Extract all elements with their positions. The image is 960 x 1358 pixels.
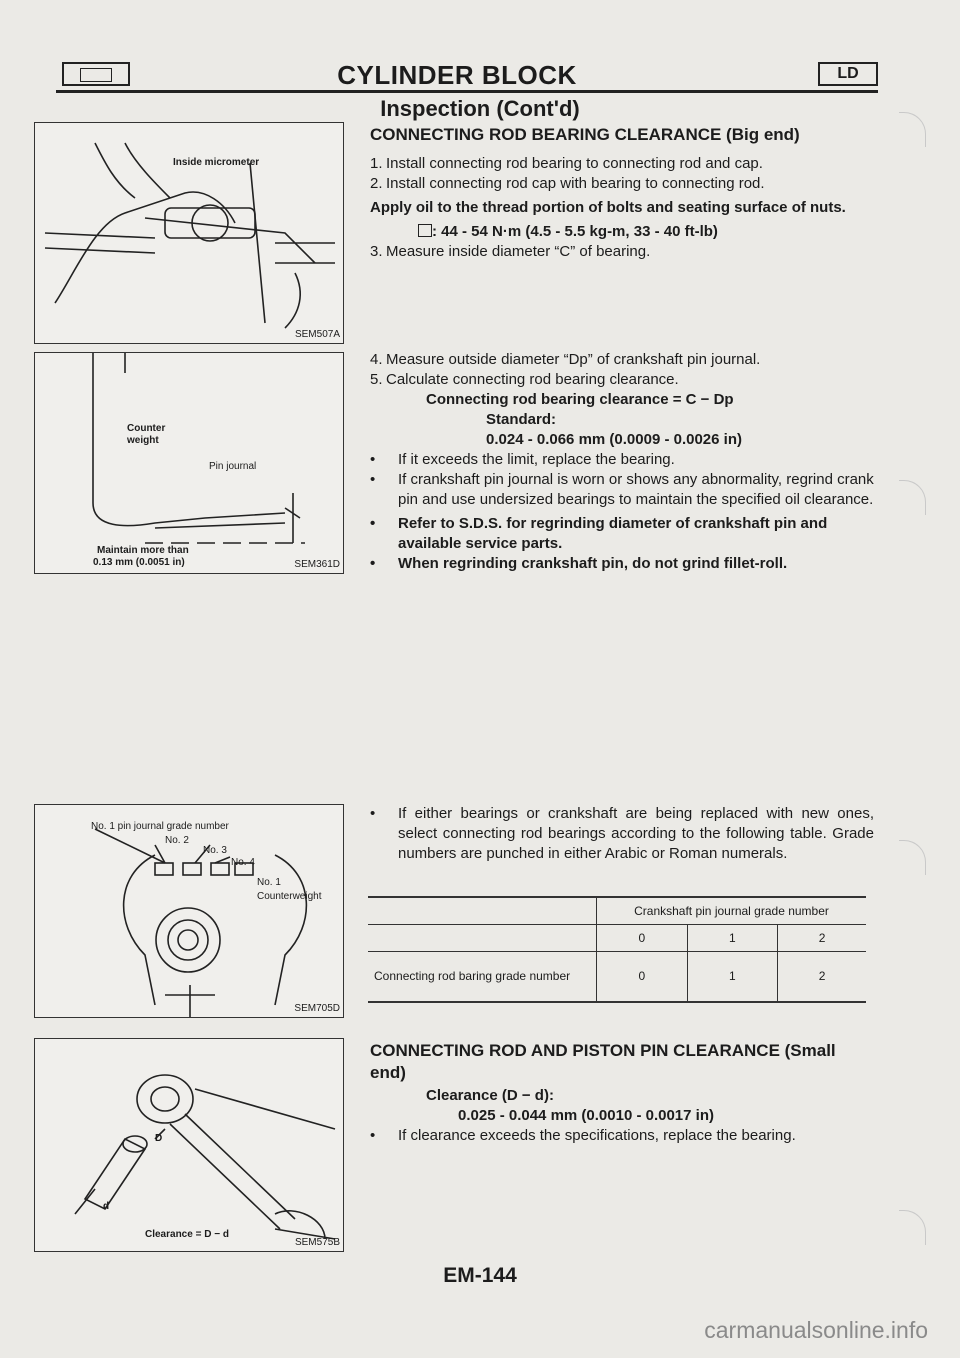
section-bearing-selection [370,804,874,864]
figure-label: No. 3 [203,845,227,856]
section-heading: CONNECTING ROD AND PISTON PIN CLEARANCE (Small end) [370,1041,836,1082]
bullet-icon: • [370,555,376,572]
page-title: CYLINDER BLOCK [337,60,577,90]
bearing-grade-table [368,896,866,1003]
watermark: carmanualsonline.info [704,1317,928,1343]
torque-wrench-icon [418,224,432,237]
bullet-item [370,554,874,574]
step-text: Install connecting rod bearing to connecting rod and cap. [386,155,763,172]
figure-code: SEM575B [294,1237,340,1248]
figure-label: Pin journal [209,461,257,472]
figure-label: Counter [127,423,166,434]
clearance-formula: Connecting rod bearing clearance = C − Dp [426,391,734,408]
bullet-icon: • [370,805,376,822]
pin-journal-illustration [35,353,343,573]
micrometer-illustration [35,123,343,343]
engine-code-badge: LD [818,62,878,86]
page-corner-mark [899,1210,926,1245]
bullet-text: Refer to S.D.S. for regrinding diameter of crankshaft pin and available service parts. [398,515,828,552]
figure-piston-pin [34,1038,344,1252]
figure-grade-numbers [34,804,344,1018]
figure-label: Counterweight [257,891,322,902]
standard-label: Standard: [486,411,557,428]
section-big-end [370,124,874,262]
table-cell: 0 [597,952,688,1002]
bullet-text: If it exceeds the limit, replace the bearing. [398,451,675,468]
step [370,154,874,174]
figure-pin-journal [34,352,344,574]
step-number: 5. [370,371,383,388]
step [370,174,874,194]
bullet-item [370,470,874,510]
apply-oil-note: Apply oil to the thread portion of bolts and seating surface of nuts. [370,199,846,216]
bullet-text: If clearance exceeds the specifications, replace the bearing. [398,1127,796,1144]
step [370,242,874,262]
table-row-label: Connecting rod baring grade number [368,952,597,1002]
page-corner-mark [899,840,926,875]
bullet-item [370,450,874,470]
torque-value: : 44 - 54 N·m (4.5 - 5.5 kg-m, 33 - 40 ft-lb) [432,223,718,240]
figure-label: Clearance = D − d [145,1229,229,1240]
table-cell: 2 [778,925,866,952]
bullet-item [370,1126,874,1146]
bullet-icon: • [370,1127,376,1144]
figure-code: SEM705D [294,1003,340,1014]
bullet-icon: • [370,471,376,488]
figure-label: No. 2 [165,835,189,846]
page-corner-mark [899,480,926,515]
figure-label: Maintain more than [97,545,189,556]
table-corner-cell [368,897,597,925]
figure-label: weight [127,435,159,446]
piston-pin-illustration [35,1039,343,1251]
table-cell: 1 [687,952,778,1002]
bullet-text: When regrinding crankshaft pin, do not grind fillet-roll. [398,555,788,572]
step-number: 4. [370,351,383,368]
section-subtitle: Inspection (Cont'd) [380,96,580,121]
figure-code: SEM507A [294,329,340,340]
figure-label: 0.13 mm (0.0051 in) [93,557,185,568]
crankshaft-grade-illustration [35,805,343,1017]
bullet-item [370,514,874,554]
page-number: EM-144 [443,1264,517,1287]
bullet-icon: • [370,451,376,468]
clearance-value: 0.025 - 0.044 mm (0.0010 - 0.0017 in) [458,1107,714,1124]
figure-label: No. 1 [257,877,281,888]
section-small-end [370,1040,874,1146]
step-text: Calculate connecting rod bearing clearance. [386,371,679,388]
torque-spec [418,222,874,242]
section-clearance-calc [370,350,874,574]
figure-label: Inside micrometer [173,157,260,168]
section-heading: CONNECTING ROD BEARING CLEARANCE (Big end) [370,125,800,144]
step-number: 2. [370,175,383,192]
figure-inside-micrometer [34,122,344,344]
page-header [36,60,878,100]
step-text: Install connecting rod cap with bearing to connecting rod. [386,175,765,192]
table-cell: 1 [687,925,778,952]
clearance-label: Clearance (D − d): [426,1087,554,1104]
figure-label: D [155,1133,163,1144]
step [370,370,874,390]
step-number: 1. [370,155,383,172]
header-rule [56,90,878,93]
table-cell [368,925,597,952]
bullet-text: If crankshaft pin journal is worn or shows any abnormality, regrind crank pin and use undersized bearings to maintain the specified oil clearance. [398,471,874,508]
figure-label: d [103,1201,110,1212]
step-text: Measure outside diameter “Dp” of crankshaft pin journal. [386,351,761,368]
figure-label: No. 4 [231,857,255,868]
figure-code: SEM361D [294,559,340,570]
figure-label: No. 1 pin journal grade number [91,821,229,832]
bullet-item [370,804,874,864]
table-cell: 2 [778,952,866,1002]
step-text: Measure inside diameter “C” of bearing. [386,243,651,260]
bullet-text: If either bearings or crankshaft are being replaced with new ones, select connecting rod bearings according to the following table. Grade numbers are punched in either Arabic or Roman numerals. [398,805,874,862]
step-number: 3. [370,243,383,260]
step [370,350,874,370]
table-header: Crankshaft pin journal grade number [597,897,867,925]
standard-value: 0.024 - 0.066 mm (0.0009 - 0.0026 in) [486,431,742,448]
table-cell: 0 [597,925,688,952]
bullet-icon: • [370,515,376,532]
